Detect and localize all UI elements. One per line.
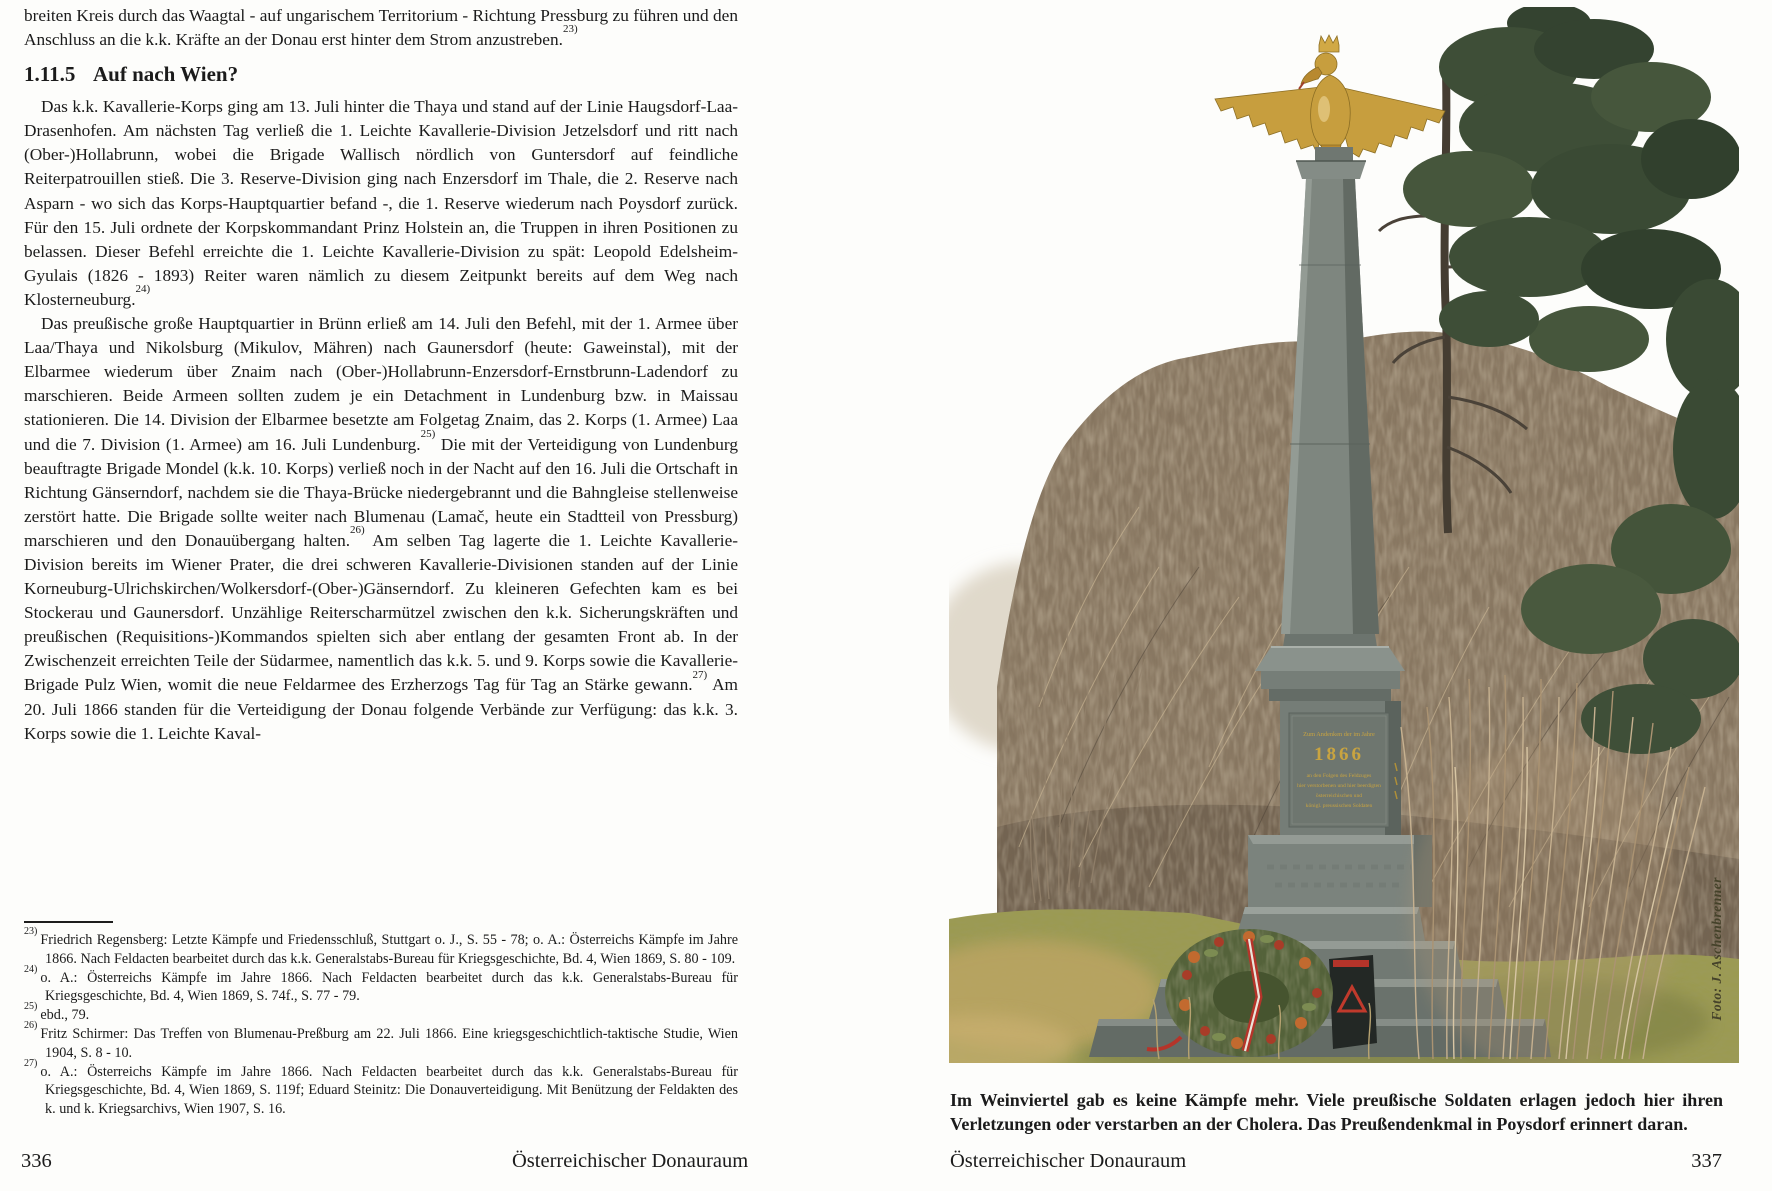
footnote-25 [24, 1001, 738, 1025]
footnote-23 [24, 926, 738, 969]
inscription-line5: österreichischen und [1315, 793, 1363, 799]
inscription-line6: königl. preussischen Soldaten [1305, 803, 1373, 809]
footnote-text: o. A.: Österreichs Kämpfe im Jahre 1866. Nach Feldacten bearbeitet durch das k.k. Generalstabs-Bureau für Kriegsgeschichte, Bd. 4, Wien 1869, S. 74f., S. 77 - 79. [40, 969, 738, 1005]
body-paragraph-2: Das preußische große Hauptquartier in Brünn erließ am 14. Juli den Befehl, mit der 1. Armee über Laa/Thaya und Nikolsburg (Mikulov, Mähren) nach Gaunersdorf (heute: Gaweinstal), mit der Elbarmee wiederum über Znaim nach (Ober-)Hollabrunn-Enzersdorf-Ernstbrunn-Ladendorf zu marschieren. Beide Armeen sollten zudem je ein Detachment in Lundenburg bzw. in Maissau stationieren. Die 14. Division der Elbarmee besetzte am Folgetag Znaim, das 2. Korps (1. Armee) Laa und die 7. Division (1. Armee) am 16. Juli Lundenburg.$^{25)}$ Die mit der Verteidigung von Lundenburg beauftragte Brigade Mondel (k.k. 10. Korps) verließ noch in der Nacht auf den 16. Juli die Ortschaft in Richtung Gänserndorf, nachdem sie die Thaya-Brücke niedergebrannt und die Bahngleise stellenweise zerstört hatte. Die Brigade sollte weiter nach Blumenau (Lamač, heute ein Stadtteil von Pressburg) marschieren und den Donauübergang halten.$^{26)}$ Am selben Tag lagerte die 1. Leichte Kavallerie-Division bereits im Wiener Prater, die drei schweren Kavallerie-Divisionen standen auf der Linie Korneuburg-Ulrichskirchen/Wolkersdorf-(Ober-)Gänserndorf. Zu kleineren Gefechten kam es bei Stockerau und Gaunersdorf. Unzählige Reiterscharmützel zwischen den k.k. Sicherungskräften und preußischen (Requisitions-)Kommandos spielten sich aber entlang der gesamten Front ab. In der Zwischenzeit erreichten Teile der Südarmee, namentlich das k.k. 5. und 9. Korps sowie die Kavallerie-Brigade Pulz Wien, womit die neue Feldarmee des Erzherzogs Tag für Tag an Stärke gewann.$^{27)}$ Am 20. Juli 1866 standen für die Verteidigung der Donau folgende Verbände zur Verfügung: das k.k. 3. Korps sowie die 1. Leichte Kaval- [24, 314, 739, 743]
page-number-right: 337 [1691, 1150, 1722, 1172]
crown [1319, 35, 1339, 52]
footnote-separator [24, 921, 113, 923]
pedestal [1280, 701, 1401, 835]
footnote-marker: 26) [24, 1020, 38, 1032]
footnotes-block [24, 926, 738, 1119]
monument-photo-art [949, 7, 1739, 1063]
running-title-right: Österreichischer Donauraum [950, 1150, 1187, 1172]
section-title: Auf nach Wien? [93, 62, 239, 87]
footnote-marker: 25) [24, 1001, 38, 1013]
inscription-line3: an den Folgen des Feldzuges [1306, 773, 1372, 779]
inscription-line1: Zum Andenken der im Jahre [1303, 731, 1375, 738]
footnote-marker: 23) [24, 926, 38, 938]
continuation-paragraph: breiten Kreis durch das Waagtal - auf ungarischem Territorium - Richtung Pressburg zu führen und den Anschluss an die k.k. Kräfte an der Donau erst hinter dem Strom anzustreben.$^{23)}$ [24, 6, 738, 50]
footnote-text: o. A.: Österreichs Kämpfe im Jahre 1866. Nach Feldacten bearbeitet durch das k.k. Generalstabs-Bureau für Kriegsgeschichte, Bd. 4, Wien 1869, S. 119f; Eduard Steinitz: Die Donauverteidigung. Mit Benützung der Feldakten des k. und k. Kriegsarchivs, Wien 1907, S. 16. [40, 1063, 738, 1118]
footnote-24 [24, 963, 738, 1007]
monument-photo [949, 7, 1739, 1063]
page-number-left: 336 [21, 1150, 52, 1172]
base-plinth [1248, 835, 1432, 907]
left-page-text-column [24, 4, 738, 746]
footnote-27 [24, 1057, 738, 1119]
footnote-marker: 24) [24, 963, 38, 975]
running-title-left: Österreichischer Donauraum [512, 1150, 749, 1172]
footnote-text: Fritz Schirmer: Das Treffen von Blumenau-Preßburg am 22. Juli 1866. Eine kriegsgeschichtlich-taktische Studie, Wien 1904, S. 8 - 10. [40, 1025, 738, 1061]
footnote-text: Friedrich Regensberg: Letzte Kämpfe und Friedensschluß, Stuttgart o. J., S. 55 - 78; o. A.: Österreichs Kämpfe im Jahre 1866. Nach Feldacten bearbeitet durch das k.k. Generalstabs-Bureau für Kriegsgeschichte, Bd. 4, Wien 1869, S. 80 - 109. [40, 932, 738, 967]
footnote-marker: 27) [24, 1057, 38, 1069]
footnote-text: ebd., 79. [40, 1007, 90, 1024]
section-number: 1.11.5 [24, 62, 76, 87]
inscription-year: 1866 [1314, 744, 1364, 765]
body-paragraph-1: Das k.k. Kavallerie-Korps ging am 13. Juli hinter die Thaya und stand auf der Linie Haugsdorf-Laa-Drasenhofen. Am nächsten Tag verließ die 1. Leichte Kavallerie-Division Jetzelsdorf und ritt nach (Ober-)Hollabrunn, wobei die Brigade Wallisch nördlich von Guntersdorf auf feindliche Reiterpatrouillen stieß. Die 3. Reserve-Division ging nach Enzersdorf im Thale, die 2. Reserve nach Asparn - wo sich das Korps-Hauptquartier befand -, die 1. Reserve wiederum nach Poysdorf zurück. Für den 15. Juli ordnete der Korpskommandant Prinz Holstein an, die Truppen in ihren Positionen zu belassen. Dieser Befehl erreichte die 1. Leichte Kavallerie-Division zu spät: Leopold Edelsheim-Gyulais (1826 - 1893) Reiter waren nämlich zu diesem Zeitpunkt bereits auf dem Weg nach Klosterneuburg.$^{24)}$ [24, 97, 738, 309]
photo-caption: Im Weinviertel gab es keine Kämpfe mehr. Viele preußische Soldaten erlagen jedoch hier ihren Verletzungen oder verstarben an der Cholera. Das Preußendenkmal in Poysdorf erinnert daran. [950, 1090, 1723, 1134]
footnote-26 [24, 1020, 738, 1063]
photo-credit: Foto: J. Aschenbrenner [1709, 877, 1724, 1021]
inscription-line4: hier verstorbenen und hier beerdigten [1297, 783, 1381, 789]
section-heading [24, 61, 738, 87]
